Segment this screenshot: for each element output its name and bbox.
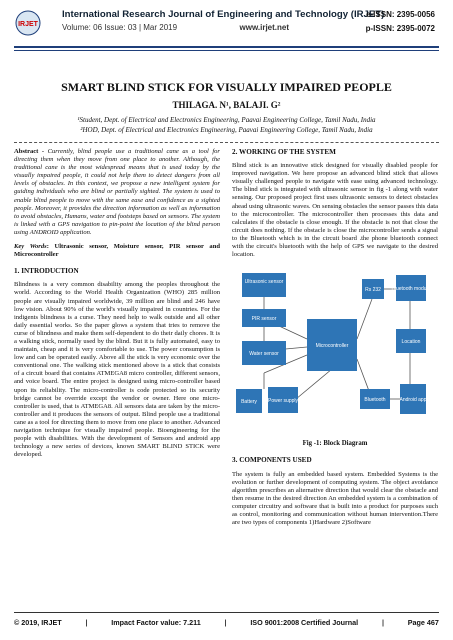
working-heading: 2. WORKING OF THE SYSTEM bbox=[232, 148, 336, 156]
components-heading: 3. COMPONENTS USED bbox=[232, 456, 312, 465]
abstract-label: Abstract - bbox=[14, 148, 45, 155]
journal-name: International Research Journal of Engineering and Technology (IRJET) bbox=[62, 9, 385, 20]
components-paragraph: The system is fully an embedded based system. Embedded Systems is the evolution or further development of computing system. The object avoidance algorithm prescribes an alternative direction that would clear the obstacle and then resume in the desired direction An embedded system is a combination of computer circuitry and software that is built into a product for purposes such as control, monitoring and communication without human intervention.There are two types of components 1)Hardware 2)Software bbox=[232, 470, 438, 527]
intro-heading: 1. INTRODUCTION bbox=[14, 267, 79, 276]
footer-iso: ISO 9001:2008 Certified Journal bbox=[250, 618, 359, 627]
abstract-text: Currently, blind people use a traditional cane as a tool for directing them when they move from one place to another. Although, the traditional cane is the most widespread means that is used today by the visually impaired people, it could not help them to detect dangers from all levels of obstacles. In this context, we propose a new intelligent system for guiding individuals who are blind or partially sighted. The system is used to enable blind people to move with the same ease and confidence as a sighted people. Moreover, it provides the direction information as well as information to avoid obstacles, Humans, water and footsteps based on sensors. The system is linked with a GPS navigation to pin-point the location of the blind person using ANDROID application. bbox=[14, 148, 220, 236]
footer-separator: | bbox=[224, 618, 227, 627]
journal-website[interactable]: www.irjet.net bbox=[239, 23, 290, 32]
paper-authors: THILAGA. N¹, BALAJI. G² bbox=[172, 100, 281, 110]
working-paragraph: Blind stick is an innovative stick designed for visually disabled people for improved navigation. We here propose an advanced blind stick that allows visually challenged people to navigate with ease using advanced technology. The blind stick is integrated with ultrasonic sensor in fig -1 along with water sensing. Our proposed project first uses ultrasonic sensors to detect obstacles ahead using ultrasonic waves. On sensing obstacles the sensor passes this data to the microcontroller. The microcontroller then processes this data and calculates if the obstacle is close enough. If the obstacle is not that close the circuit does nothing. If the obstacle is close the microcontroller sends a signal to the Bluetooth which is in the circuit board .the phone bluetooth connect with the circuit's bluetooth with the help of GPS we navigate to the desired location. bbox=[232, 162, 438, 259]
diagram-blocks bbox=[236, 273, 431, 414]
affiliation-2: ²HOD, Dept. of Electrical and Electronics Engineering, Paavai Engineering College, Tamil Nadu, India bbox=[80, 126, 373, 134]
footer-page-number: Page 467 bbox=[407, 618, 439, 627]
footer-copyright: © 2019, IRJET bbox=[14, 618, 62, 627]
journal-header bbox=[0, 0, 453, 46]
rs232-label: Rs 232 bbox=[365, 287, 381, 294]
microcontroller-label: Microcontroller bbox=[315, 343, 349, 350]
left-column bbox=[14, 148, 220, 465]
ultrasonic-label: Ultrasonic sensor bbox=[244, 279, 284, 286]
bt-module-label: Bluetooth module bbox=[391, 286, 431, 293]
ultrasonic-block bbox=[242, 273, 286, 297]
paper-title: SMART BLIND STICK FOR VISUALLY IMPAIRED PEOPLE bbox=[61, 80, 392, 94]
water-label: Water sensor bbox=[249, 351, 279, 358]
abstract bbox=[14, 148, 220, 237]
bluetooth-label: Bluetooth bbox=[364, 397, 386, 404]
header-rule bbox=[14, 46, 439, 48]
right-column bbox=[232, 148, 438, 533]
footer-impact-factor: Impact Factor value: 7.211 bbox=[111, 618, 201, 627]
footer-separator: | bbox=[85, 618, 88, 627]
page-footer bbox=[14, 618, 439, 627]
keywords bbox=[14, 243, 220, 259]
irjet-logo bbox=[14, 8, 56, 38]
figure-caption: Fig -1: Block Diagram bbox=[302, 440, 368, 448]
e-issn: e-ISSN: 2395-0056 bbox=[366, 10, 435, 19]
affiliation-1: ¹Student, Dept. of Electrical and Electronics Engineering, Paavai Engineering College, Tamil Nadu, India bbox=[77, 116, 376, 124]
pir-label: PIR sensor bbox=[251, 316, 277, 323]
p-issn: p-ISSN: 2395-0072 bbox=[365, 24, 435, 33]
separator-line bbox=[14, 142, 439, 143]
journal-volume-line bbox=[62, 23, 289, 32]
volume-issue: Volume: 06 Issue: 03 | Mar 2019 bbox=[62, 23, 178, 32]
keywords-text: : Ultrasonic sensor, Moisture sensor, PIR sensor and Microcontroller bbox=[14, 243, 220, 259]
power-label: Power supply bbox=[267, 398, 299, 405]
footer-separator: | bbox=[381, 618, 384, 627]
intro-paragraph: Blindness is a very common disability among the peoples throughout the world. According to the World Health Organization (WHO) 285 million people are visually impaired worldwide, 39 million are blind and 246 have low vision. About 90% of the world's visually impaired in countries. For the indigents blindness is a curse. They need help to walk outside and all other daily essential works. So the paper glows a system that tries to remove the curse of blindness and make them self-dependent to do their daily chores. It is a walking stick, normally used by the blind. But it is fully automated, easy to maintain, cheap and it is very comfortable to use. The power consumption is low and can be operated easily. Above all the stick is very economic over the conventional one. The walking stick mentioned above is a stick that consists of a circuit board that contains ATMEGA8 micro controller, different sensors, and voice board. The entire project is designed using micro-controller based upon its reliability. The micro-controller is code protected so its security bridge cannot be override except the vendor or owner. Here one micro-controller is used, that is ATMEGA8. All sensors data are taken by the micro-controller and it produces the sensors of output. Blind people use a traditional cane as a tool for directing them to move from one place to another. Advanced navigation technique for visually impaired people. Bioengineering for the people with disabilities. With the development of Sensors and android app technology a new series of devices, known SMART BLIND STICK were developed. bbox=[14, 281, 220, 459]
battery-label: Battery bbox=[241, 399, 257, 406]
logo-text: IRJET bbox=[18, 21, 38, 28]
block-diagram bbox=[232, 269, 438, 429]
android-label: Android app bbox=[399, 397, 427, 404]
keywords-label: Key Words bbox=[14, 243, 47, 251]
header-rule-thin bbox=[14, 50, 439, 51]
footer-rule bbox=[14, 612, 439, 613]
location-label: Location bbox=[401, 339, 421, 346]
